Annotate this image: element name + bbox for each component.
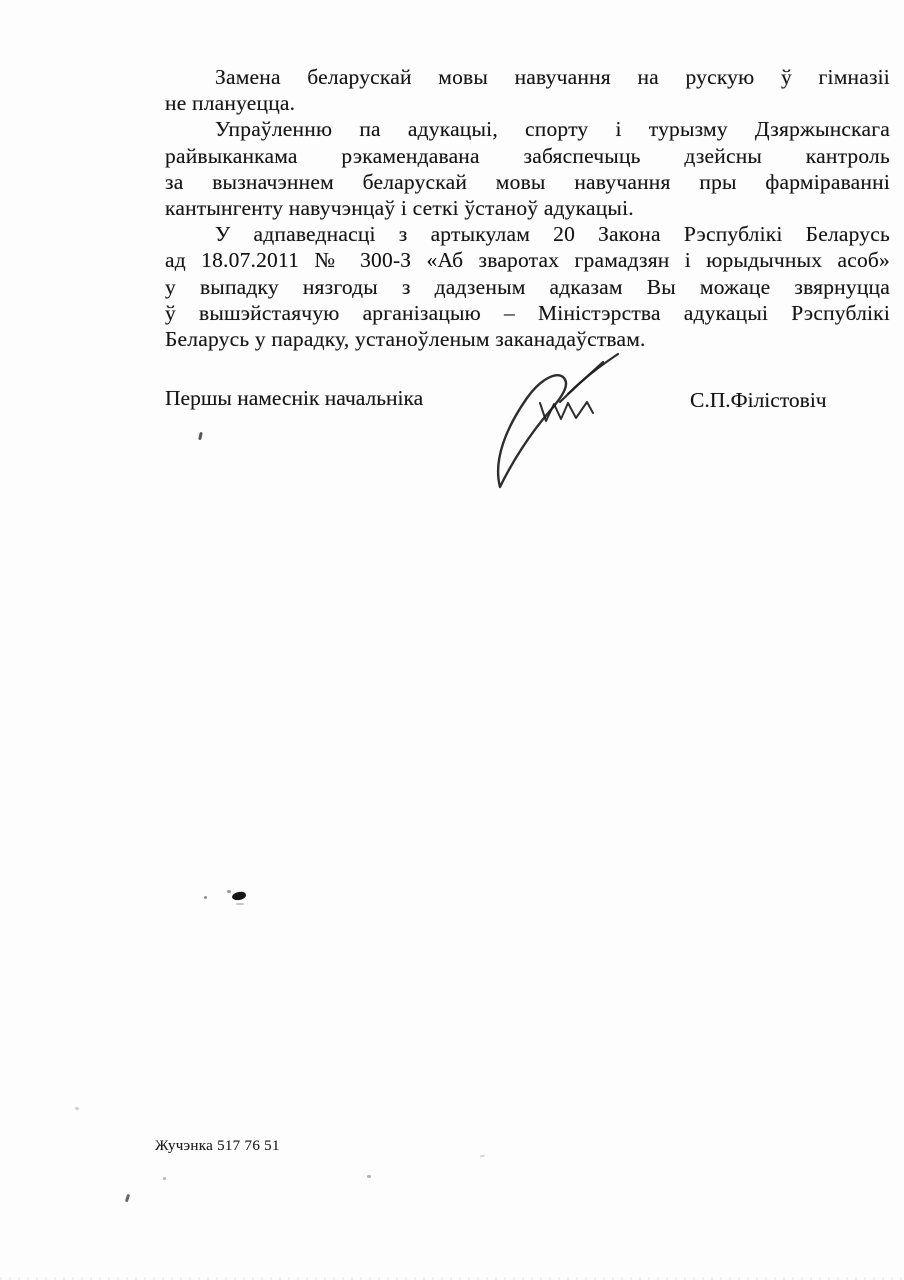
signature-stroke-loop <box>498 375 566 487</box>
ink-speck <box>125 1194 130 1202</box>
text-line: райвыканкама рэкамендавана забяспечыць дзейсны кантроль <box>165 143 890 168</box>
ink-speck <box>198 432 202 440</box>
ink-smudge <box>232 891 247 900</box>
text-line: у выпадку нязгоды з дадзеным адказам Вы можаце звярнуцца <box>165 274 890 299</box>
footer-contact: Жучэнка 517 76 51 <box>155 1138 280 1154</box>
ink-smudge <box>227 890 231 893</box>
ink-speck <box>236 903 244 905</box>
text-line: Упраўленню па адукацыі, спорту і турызму Дзяржынскага <box>215 117 890 142</box>
handwritten-signature <box>460 340 635 495</box>
text-line: ад 18.07.2011 № 300-З «Аб зваротах грамадзян і юрыдычных асоб» <box>165 248 890 273</box>
document-body <box>165 64 890 352</box>
text-line: Замена беларускай мовы навучання на рускую ў гімназіі <box>215 65 890 89</box>
ink-speck <box>163 1177 166 1180</box>
ink-speck <box>480 1155 485 1158</box>
ink-speck <box>367 1175 371 1178</box>
signer-name: С.П.Філістовіч <box>690 388 827 412</box>
text-line: У адпаведнасці з артыкулам 20 Закона Рэспублікі Беларусь <box>215 222 890 247</box>
text-line: за вызначэннем беларускай мовы навучання пры фарміраванні <box>165 169 890 194</box>
text-line: Беларусь у парадку, устаноўленым заканадаўствам. <box>165 327 646 352</box>
text-line: кантынгенту навучэнцаў і сеткі ўстаноў адукацыі. <box>165 196 634 221</box>
ink-speck <box>204 896 207 899</box>
text-line: не плануецца. <box>165 91 296 116</box>
text-line: ў вышэйстаячую арганізацыю – Міністэрства адукацыі Рэспублікі <box>165 300 890 325</box>
signer-title: Першы намеснік начальніка <box>165 386 424 410</box>
ink-speck <box>75 1106 80 1110</box>
